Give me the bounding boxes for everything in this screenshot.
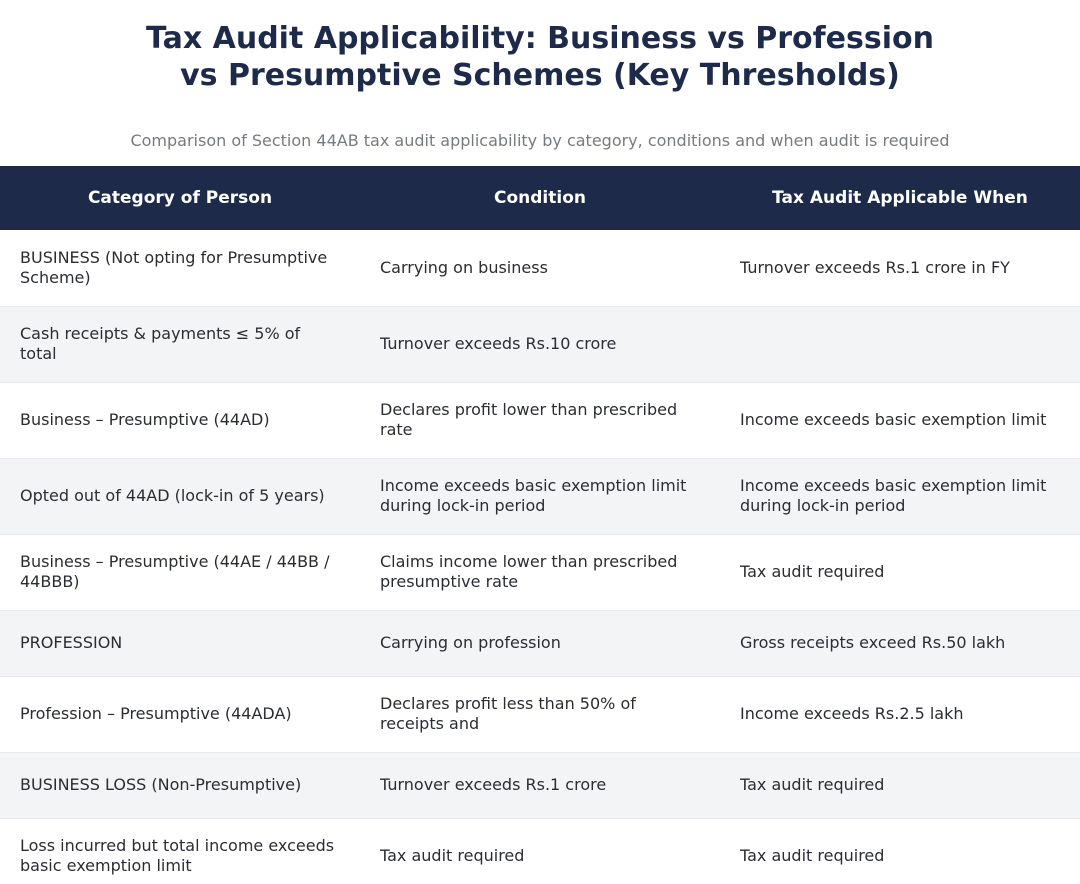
table-row [0, 382, 1080, 458]
page-title-line-2: vs Presumptive Schemes (Key Thresholds) [180, 58, 900, 93]
table-body [0, 230, 1080, 884]
cell-condition: Income exceeds basic exemption limit during lock-in period [360, 458, 720, 534]
cell-category: Business – Presumptive (44AE / 44BB / 44BBB) [0, 534, 360, 610]
cell-category: BUSINESS LOSS (Non-Presumptive) [0, 752, 360, 818]
cell-applicable-when: Income exceeds basic exemption limit during lock-in period [720, 458, 1080, 534]
table-row [0, 610, 1080, 676]
table-row [0, 230, 1080, 306]
column-header-category: Category of Person [87, 188, 273, 208]
cell-applicable-when: Turnover exceeds Rs.1 crore in FY [720, 230, 1080, 306]
cell-category: Cash receipts & payments ≤ 5% of total [0, 306, 360, 382]
page-header [0, 0, 1080, 166]
cell-condition: Declares profit lower than prescribed rate [360, 382, 720, 458]
cell-condition: Claims income lower than prescribed presumptive rate [360, 534, 720, 610]
table-header-row [0, 166, 1080, 230]
column-header-condition: Condition [494, 188, 586, 208]
column-header-applicable-when: Tax Audit Applicable When [772, 188, 1028, 208]
cell-condition: Carrying on business [360, 230, 720, 306]
cell-category: Loss incurred but total income exceeds basic exemption limit [0, 818, 360, 884]
cell-category: BUSINESS (Not opting for Presumptive Scheme) [0, 230, 360, 306]
cell-category: Profession – Presumptive (44ADA) [0, 676, 360, 752]
cell-applicable-when: Tax audit required [720, 752, 1080, 818]
cell-applicable-when: Income exceeds Rs.2.5 lakh [720, 676, 1080, 752]
page-title [0, 20, 1080, 94]
table-header [0, 166, 1080, 230]
cell-condition: Tax audit required [360, 818, 720, 884]
cell-applicable-when: Tax audit required [720, 818, 1080, 884]
cell-applicable-when: Income exceeds basic exemption limit [720, 382, 1080, 458]
cell-category: Business – Presumptive (44AD) [0, 382, 360, 458]
table-row [0, 458, 1080, 534]
tax-audit-table [0, 166, 1080, 884]
cell-condition: Turnover exceeds Rs.1 crore [360, 752, 720, 818]
cell-applicable-when: Tax audit required [720, 534, 1080, 610]
cell-condition: Declares profit less than 50% of receipts and [360, 676, 720, 752]
table-row [0, 676, 1080, 752]
cell-applicable-when [720, 306, 1080, 382]
cell-condition: Turnover exceeds Rs.10 crore [360, 306, 720, 382]
cell-category: PROFESSION [0, 610, 360, 676]
cell-category: Opted out of 44AD (lock-in of 5 years) [0, 458, 360, 534]
cell-condition: Carrying on profession [360, 610, 720, 676]
table-row [0, 534, 1080, 610]
cell-applicable-when: Gross receipts exceed Rs.50 lakh [720, 610, 1080, 676]
page-subtitle: Comparison of Section 44AB tax audit applicability by category, conditions and when audit is required [130, 131, 950, 150]
table-row [0, 818, 1080, 884]
table-row [0, 752, 1080, 818]
page-title-line-1: Tax Audit Applicability: Business vs Profession [145, 21, 934, 56]
table-row [0, 306, 1080, 382]
